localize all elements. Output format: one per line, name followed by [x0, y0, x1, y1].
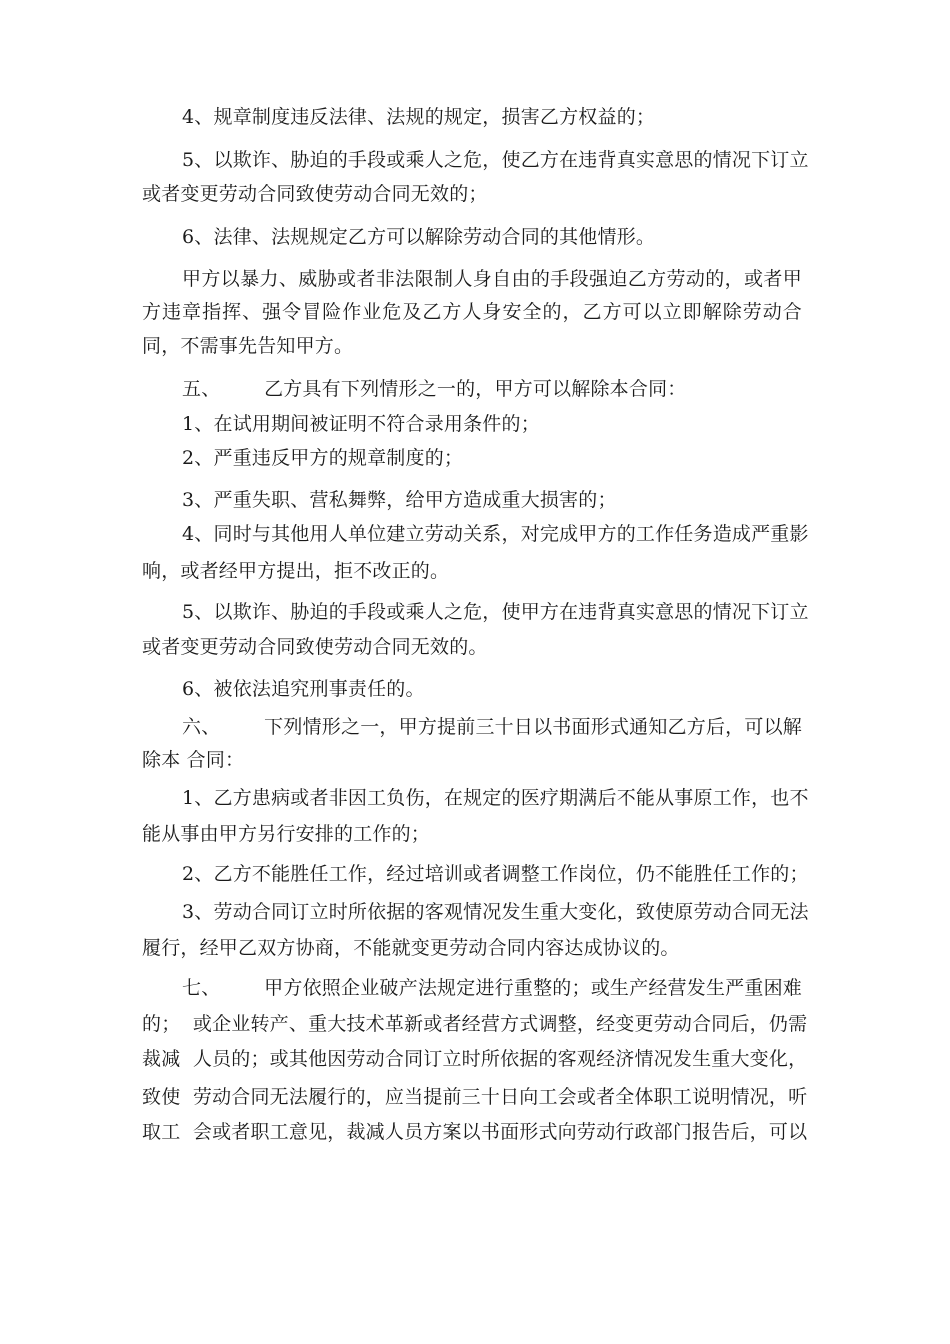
section-heading-6: 六、 下列情形之一，甲方提前三十日以书面形式通知乙方后，可以解 — [182, 716, 802, 738]
text-line: 的； 或企业转产、重大技术革新或者经营方式调整，经变更劳动合同后，仍需 — [142, 1013, 808, 1035]
text-line: 6、法律、法规规定乙方可以解除劳动合同的其他情形。 — [182, 226, 656, 248]
text-line: 除本 合同： — [142, 749, 245, 771]
text-line: 2、严重违反甲方的规章制度的； — [182, 447, 464, 469]
text-line: 能从事由甲方另行安排的工作的； — [142, 823, 431, 845]
text-line: 1、在试用期间被证明不符合录用条件的； — [182, 413, 540, 435]
text-line: 响，或者经甲方提出，拒不改正的。 — [142, 560, 450, 582]
text-line: 或者变更劳动合同致使劳动合同无效的； — [142, 183, 488, 205]
section-heading-7: 七、 甲方依照企业破产法规定进行重整的；或生产经营发生严重困难 — [182, 977, 802, 999]
text-line: 5、以欺诈、胁迫的手段或乘人之危，使甲方在违背真实意思的情况下订立 — [182, 601, 809, 623]
text-line: 甲方以暴力、威胁或者非法限制人身自由的手段强迫乙方劳动的，或者甲 — [182, 268, 802, 290]
text-line: 5、以欺诈、胁迫的手段或乘人之危，使乙方在违背真实意思的情况下订立 — [182, 149, 809, 171]
text-line: 4、规章制度违反法律、法规的规定，损害乙方权益的； — [182, 106, 656, 128]
text-line: 4、同时与其他用人单位建立劳动关系，对完成甲方的工作任务造成严重影 — [182, 523, 809, 545]
section-heading-5: 五、 乙方具有下列情形之一的，甲方可以解除本合同： — [182, 378, 687, 400]
text-line: 或者变更劳动合同致使劳动合同无效的。 — [142, 636, 488, 658]
text-line: 6、被依法追究刑事责任的。 — [182, 678, 425, 700]
text-line: 致使 劳动合同无法履行的，应当提前三十日向工会或者全体职工说明情况，听 — [142, 1086, 808, 1108]
text-line: 2、乙方不能胜任工作，经过培训或者调整工作岗位，仍不能胜任工作的； — [182, 863, 809, 885]
text-line: 方违章指挥、强令冒险作业危及乙方人身安全的，乙方可以立即解除劳动合 — [142, 301, 802, 323]
text-line: 3、严重失职、营私舞弊，给甲方造成重大损害的； — [182, 489, 617, 511]
text-line: 裁减 人员的；或其他因劳动合同订立时所依据的客观经济情况发生重大变化， — [142, 1048, 808, 1070]
text-line: 履行，经甲乙双方协商，不能就变更劳动合同内容达成协议的。 — [142, 937, 680, 959]
text-line: 3、劳动合同订立时所依据的客观情况发生重大变化，致使原劳动合同无法 — [182, 901, 809, 923]
text-line: 同，不需事先告知甲方。 — [142, 335, 354, 357]
text-line: 取工 会或者职工意见，裁减人员方案以书面形式向劳动行政部门报告后，可以 — [142, 1121, 808, 1143]
text-line: 1、乙方患病或者非因工负伤，在规定的医疗期满后不能从事原工作，也不 — [182, 787, 809, 809]
